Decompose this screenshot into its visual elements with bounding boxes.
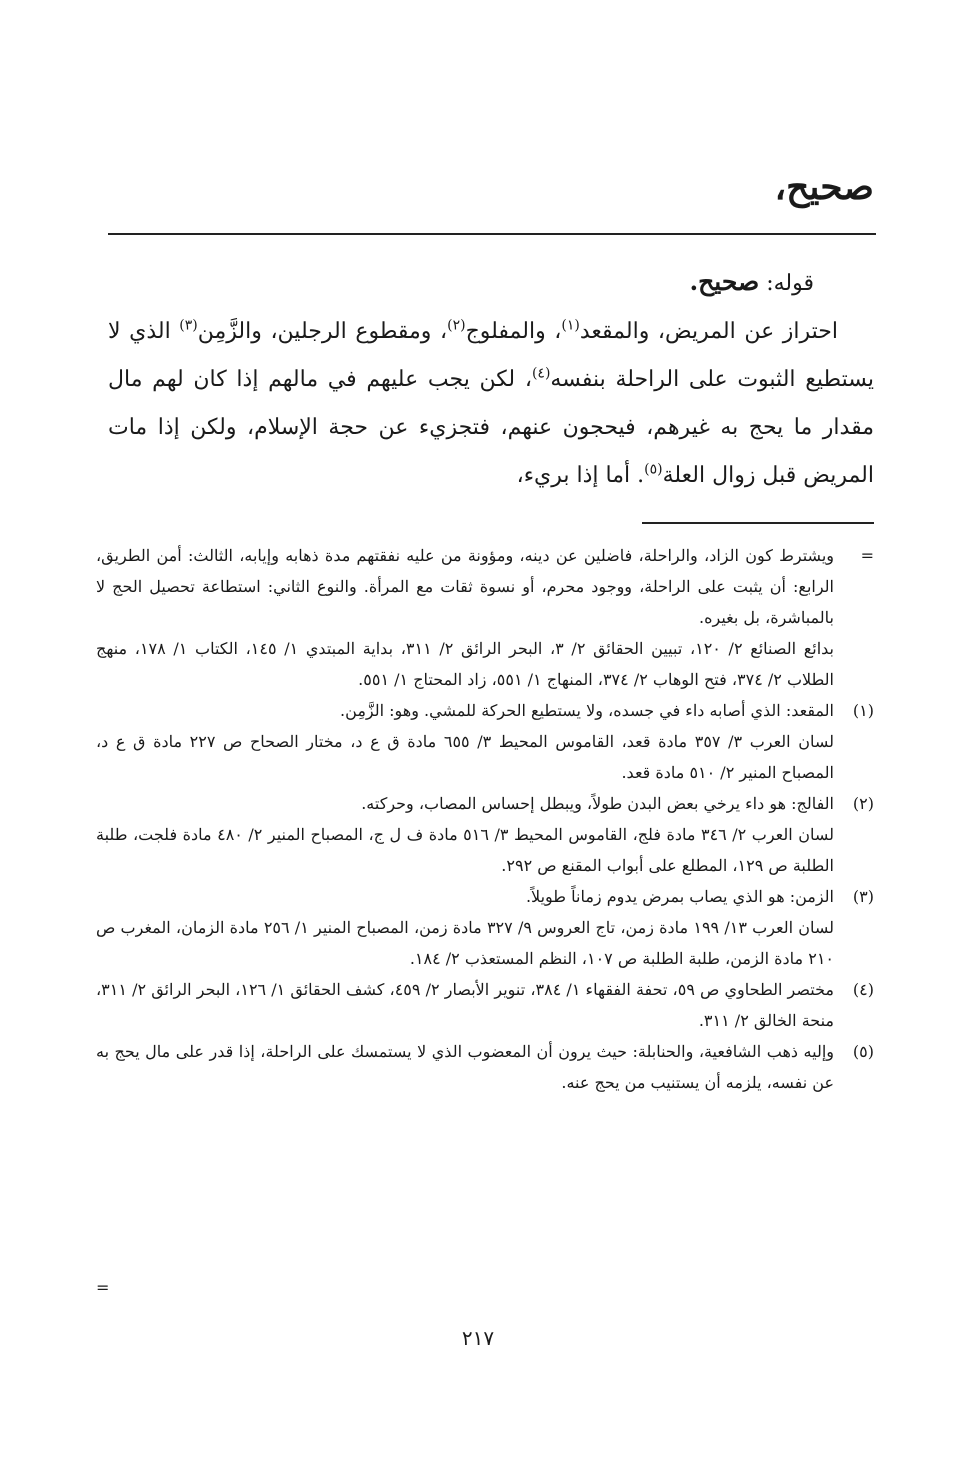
continued-mark: =: [96, 1278, 110, 1297]
main-text: [108, 258, 874, 500]
footnote-text: مختصر الطحاوي ص ٥٩، تحفة الفقهاء ١/ ٣٨٤، تنوير الأبصار ٢/ ٤٥٩، كشف الحقائق ١/ ١٢٦، البحر الرائق ٢/ ٣١١، منحة الخالق ٢/ ٣١١.: [96, 980, 834, 1030]
footnote-text: الفالج: هو داء يرخي بعض البدن طولاً، ويبطل إحساس المصاب، وحركته.: [361, 794, 834, 813]
text-run: . أما إذا بريء،: [516, 463, 645, 488]
footnote-1: [96, 695, 874, 788]
text-run: احتراز عن المريض، والمقعد: [579, 319, 839, 344]
footnote-divider: [642, 522, 874, 524]
body-paragraph: [108, 308, 874, 500]
footnotes: [96, 540, 874, 1098]
footnote-number: (٤): [852, 980, 874, 999]
footnote-ref-4[interactable]: (٤): [531, 365, 551, 382]
footnote-text: لسان العرب ٢/ ٣٤٦ مادة فلج، القاموس المحيط ٣/ ٥١٦ مادة ف ل ج، المصباح المنير ٢/ ٤٨٠ مادة فلجت، طلبة الطلبة ص ١٢٩، المطلع على أبواب المقنع ص ٢٩٢.: [96, 825, 834, 875]
running-header: صحيح،: [774, 166, 874, 208]
qawl-term: صحيح.: [689, 267, 760, 296]
footnote-number: (٥): [852, 1042, 874, 1061]
footnote-3: [96, 881, 874, 974]
continuation-mark: =: [860, 546, 874, 565]
footnote-ref-3[interactable]: (٣): [179, 317, 198, 334]
footnote-ref-5[interactable]: (٥): [644, 461, 663, 478]
text-run: ، لكن يجب عليهم في مالهم إذا كان لهم مال مقدار ما يحج به غيرهم، فيحجون عنهم، فتجزيء عن حجة الإسلام، ولكن إذا مات المريض قبل زوال العلة: [108, 367, 874, 488]
footnote-4: [96, 974, 874, 1036]
footnote-text: بدائع الصنائع ٢/ ١٢٠، تبيين الحقائق ٢/ ٣، البحر الرائق ٢/ ٣١١، بداية المبتدي ١/ ١٤٥، الكتاب ١/ ١٧٨، منهج الطلاب ٢/ ٣٧٤، فتح الوهاب ٢/ ٣٧٤، المنهاج ١/ ٥٥١، زاد المحتاج ١/ ٥٥١.: [96, 639, 835, 689]
footnote-text: لسان العرب ١٣/ ١٩٩ مادة زمن، تاج العروس ٩/ ٣٢٧ مادة زمن، المصباح المنير ١/ ٢٥٦ مادة الزمان، المغرب ص ٢١٠ مادة الزمن، طلبة الطلبة ص ١٠٧، النظم المستعذب ٢/ ١٨٤.: [96, 918, 835, 968]
qawl-line: [108, 258, 874, 308]
qawl-prefix: قوله:: [759, 271, 814, 296]
text-run: الذي لا يستطيع الثبوت على الراحلة بنفسه: [108, 319, 874, 392]
page-number: ٢١٧: [461, 1326, 495, 1350]
footnote-text: الزمن: هو الذي يصاب بمرض يدوم زماناً طويلاً.: [525, 887, 834, 906]
footnote-ref-1[interactable]: (١): [561, 317, 580, 334]
footnote-continuation: [96, 540, 874, 695]
footnote-5: [96, 1036, 874, 1098]
header-divider: [108, 233, 876, 235]
footnote-number: (١): [852, 701, 874, 720]
footnote-number: (٣): [852, 887, 874, 906]
footnote-2: [96, 788, 874, 881]
footnote-text: ويشترط كون الزاد، والراحلة، فاضلين عن دينه، ومؤونة من عليه نفقتهم مدة ذهابه وإيابه، الثالث: أمن الطريق، الرابع: أن يثبت على الراحلة، ووجود محرم، أو نسوة ثقات مع المرأة. والنوع الثاني: استطاعة تحصيل الحج لا بالمباشرة، بل بغيره.: [96, 546, 834, 627]
footnote-text: وإليه ذهب الشافعية، والحنابلة: حيث يرون أن المعضوب الذي لا يستمسك على الراحلة، إذا قدر على مال يحج به عن نفسه، يلزمه أن يستنيب من يحج عنه.: [96, 1042, 834, 1092]
footnote-ref-2[interactable]: (٢): [447, 317, 466, 334]
text-run: ، ومقطوع الرجلين، والزَّمِن: [197, 319, 448, 344]
footnote-text: لسان العرب ٣/ ٣٥٧ مادة قعد، القاموس المحيط ٣/ ٦٥٥ مادة ق ع د، مختار الصحاح ص ٢٢٧ مادة ق ع د، المصباح المنير ٢/ ٥١٠ مادة قعد.: [96, 732, 835, 782]
footnote-number: (٢): [852, 794, 874, 813]
text-run: ، والمفلوج: [465, 319, 562, 344]
footnote-text: المقعد: الذي أصابه داء في جسده، ولا يستطيع الحركة للمشي. وهو: الزَّمِن.: [340, 701, 834, 720]
